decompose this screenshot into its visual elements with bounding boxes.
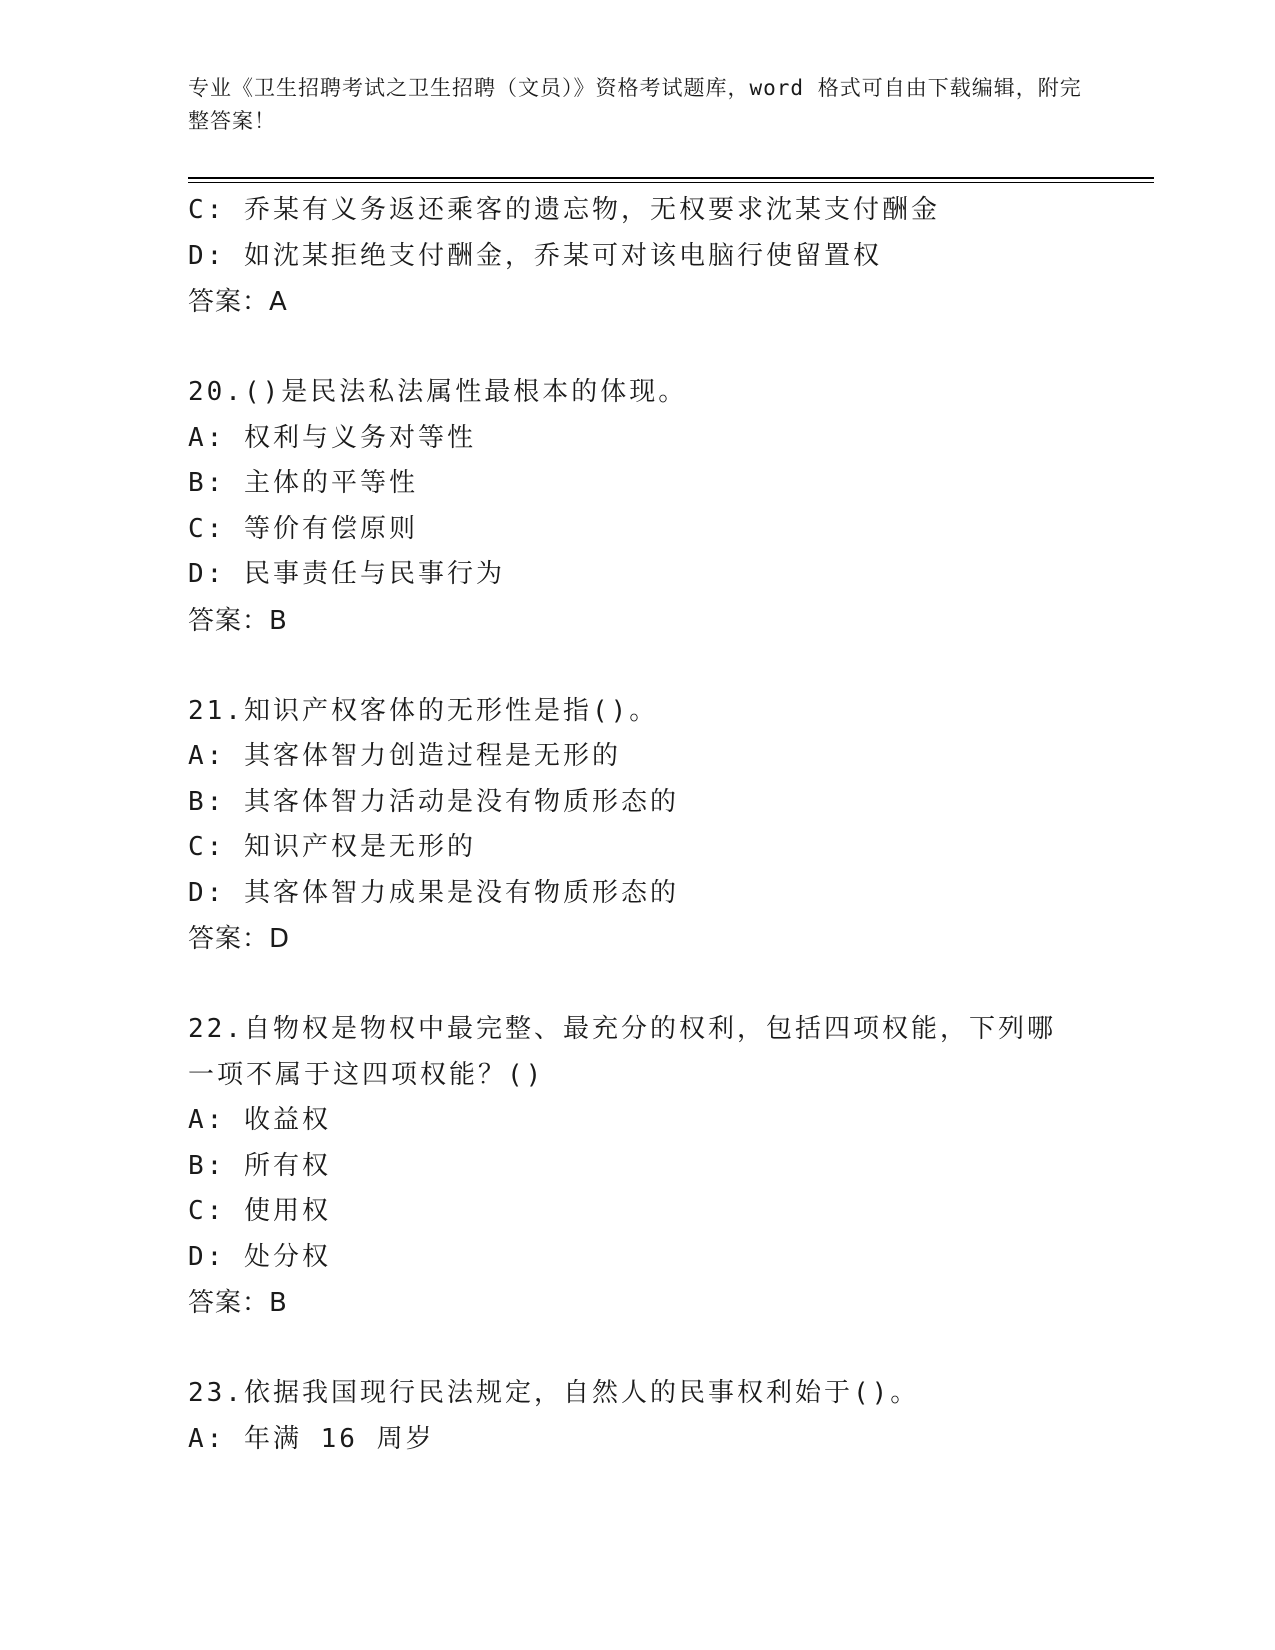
document-header: 专业《卫生招聘考试之卫生招聘（文员）》资格考试题库，word 格式可自由下载编辑，附完整答案！ — [188, 76, 1082, 133]
option-c: C: 知识产权是无形的 — [188, 832, 476, 862]
question-stem: 21.知识产权客体的无形性是指()。 — [188, 695, 659, 726]
option-d: D: 民事责任与民事行为 — [188, 559, 505, 589]
question-21 — [188, 689, 1088, 963]
option-b: B: 其客体智力活动是没有物质形态的 — [188, 786, 679, 817]
question-23 — [188, 1371, 1088, 1462]
header-divider-thin — [188, 182, 1154, 183]
option-c: C: 等价有偿原则 — [188, 513, 418, 544]
continued-question — [188, 188, 1088, 325]
option-a: A: 其客体智力创造过程是无形的 — [188, 741, 621, 771]
answer-line: 答案：D — [188, 924, 291, 954]
question-list — [188, 188, 1088, 1462]
option-d: D: 其客体智力成果是没有物质形态的 — [188, 877, 679, 908]
question-stem: 23.依据我国现行民法规定，自然人的民事权利始于()。 — [188, 1378, 920, 1408]
question-stem: 22.自物权是物权中最完整、最充分的权利，包括四项权能，下列哪一项不属于这四项权能？() — [188, 1014, 1056, 1090]
question-stem: 20.()是民法私法属性最根本的体现。 — [188, 377, 688, 407]
option-b: B: 主体的平等性 — [188, 468, 418, 498]
question-22 — [188, 1007, 1088, 1326]
answer-line: 答案：B — [188, 605, 288, 636]
answer-line: 答案：B — [188, 1288, 288, 1318]
option-d: D: 处分权 — [188, 1241, 331, 1272]
option-a: A: 年满 16 周岁 — [188, 1423, 435, 1454]
answer-line: 答案：A — [188, 287, 288, 317]
option-b: B: 所有权 — [188, 1150, 331, 1181]
question-20 — [188, 370, 1088, 644]
option-d: D: 如沈某拒绝支付酬金，乔某可对该电脑行使留置权 — [188, 240, 882, 271]
option-c: C: 使用权 — [188, 1196, 331, 1226]
option-a: A: 收益权 — [188, 1105, 331, 1135]
option-c: C: 乔某有义务返还乘客的遗忘物，无权要求沈某支付酬金 — [188, 195, 940, 225]
option-a: A: 权利与义务对等性 — [188, 422, 476, 453]
header-divider — [188, 177, 1154, 179]
